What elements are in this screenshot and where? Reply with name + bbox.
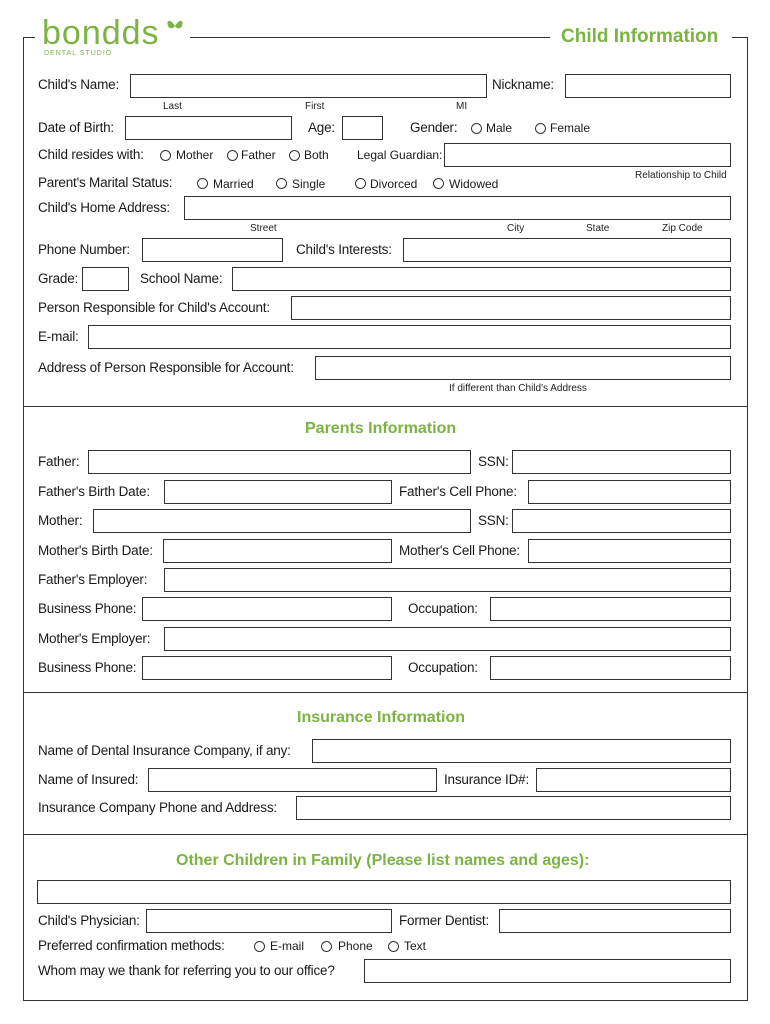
brand-tagline: DENTAL STUDIO xyxy=(44,50,113,57)
marital-divorced-label: Divorced xyxy=(370,177,418,191)
father-business-phone-field[interactable] xyxy=(142,597,392,621)
school-field[interactable] xyxy=(232,267,731,291)
resp-address-label: Address of Person Responsible for Account: xyxy=(38,360,294,375)
resides-mother-radio[interactable] xyxy=(160,150,171,161)
mother-occupation-field[interactable] xyxy=(490,656,731,680)
mother-cell-field[interactable] xyxy=(528,539,731,563)
mother-label: Mother: xyxy=(38,513,83,528)
home-address-label: Child's Home Address: xyxy=(38,200,170,215)
frame-top-mid xyxy=(190,37,550,38)
father-occupation-label: Occupation: xyxy=(408,601,478,616)
grade-field[interactable] xyxy=(82,267,129,291)
dob-field[interactable] xyxy=(125,116,292,140)
resides-father-radio[interactable] xyxy=(227,150,238,161)
email-field[interactable] xyxy=(88,325,731,349)
address-sub-street: Street xyxy=(250,223,277,234)
resides-both-label: Both xyxy=(304,148,329,162)
gender-label: Gender: xyxy=(410,120,458,135)
father-employer-label: Father's Employer: xyxy=(38,572,148,587)
child-name-label: Child's Name: xyxy=(38,77,120,92)
referral-label: Whom may we thank for referring you to our office? xyxy=(38,963,335,978)
confirm-text-label: Text xyxy=(404,939,427,953)
father-ssn-field[interactable] xyxy=(512,450,731,474)
address-sub-city: City xyxy=(507,223,525,234)
mother-birth-field[interactable] xyxy=(163,539,392,563)
mother-cell-label: Mother's Cell Phone: xyxy=(399,543,520,558)
age-label: Age: xyxy=(308,120,335,135)
father-label: Father: xyxy=(38,454,80,469)
marital-widowed-radio[interactable] xyxy=(433,178,444,189)
school-label: School Name: xyxy=(140,271,223,286)
name-sub-last: Last xyxy=(163,101,182,112)
father-employer-field[interactable] xyxy=(164,568,731,592)
insured-field[interactable] xyxy=(148,768,437,792)
address-sub-zip: Zip Code xyxy=(662,223,703,234)
divider-insurance xyxy=(23,692,748,693)
responsible-label: Person Responsible for Child's Account: xyxy=(38,300,270,315)
father-cell-field[interactable] xyxy=(528,480,731,504)
name-sub-mi: MI xyxy=(456,101,468,112)
frame-top-left xyxy=(23,37,35,38)
mother-ssn-label: SSN: xyxy=(478,513,509,528)
gender-male-radio[interactable] xyxy=(471,123,482,134)
father-birth-field[interactable] xyxy=(164,480,392,504)
insurance-company-label: Name of Dental Insurance Company, if any: xyxy=(38,743,291,758)
physician-label: Child's Physician: xyxy=(38,913,140,928)
gender-female-radio[interactable] xyxy=(535,123,546,134)
mother-birth-label: Mother's Birth Date: xyxy=(38,543,153,558)
resides-both-radio[interactable] xyxy=(289,150,300,161)
former-dentist-field[interactable] xyxy=(499,909,731,933)
confirm-phone-radio[interactable] xyxy=(321,941,332,952)
child-info-heading: Child Information xyxy=(561,26,719,47)
guardian-sub: Relationship to Child xyxy=(635,170,727,181)
mother-field[interactable] xyxy=(93,509,471,533)
grade-label: Grade: xyxy=(38,271,79,286)
home-address-field[interactable] xyxy=(184,196,731,220)
frame-left xyxy=(23,37,24,1000)
confirm-email-radio[interactable] xyxy=(254,941,265,952)
marital-single-label: Single xyxy=(292,177,326,191)
physician-field[interactable] xyxy=(146,909,392,933)
confirm-phone-label: Phone xyxy=(338,939,373,953)
interests-label: Child's Interests: xyxy=(296,242,392,257)
brand-logo xyxy=(42,14,160,53)
confirm-label: Preferred confirmation methods: xyxy=(38,938,225,953)
phone-field[interactable] xyxy=(142,238,283,262)
father-occupation-field[interactable] xyxy=(490,597,731,621)
father-ssn-label: SSN: xyxy=(478,454,509,469)
frame-right xyxy=(747,37,748,1000)
divider-other xyxy=(23,834,748,835)
dob-label: Date of Birth: xyxy=(38,120,114,135)
interests-field[interactable] xyxy=(403,238,731,262)
mother-business-phone-field[interactable] xyxy=(142,656,392,680)
insurance-heading: Insurance Information xyxy=(297,709,466,726)
child-name-field[interactable] xyxy=(130,74,487,98)
marital-label: Parent's Marital Status: xyxy=(38,175,173,190)
insured-label: Name of Insured: xyxy=(38,772,139,787)
nickname-field[interactable] xyxy=(565,74,731,98)
age-field[interactable] xyxy=(342,116,383,140)
resides-label: Child resides with: xyxy=(38,147,144,162)
mother-employer-label: Mother's Employer: xyxy=(38,631,151,646)
marital-widowed-label: Widowed xyxy=(449,177,499,191)
father-birth-label: Father's Birth Date: xyxy=(38,484,150,499)
marital-married-label: Married xyxy=(213,177,254,191)
father-cell-label: Father's Cell Phone: xyxy=(399,484,517,499)
mother-occupation-label: Occupation: xyxy=(408,660,478,675)
responsible-field[interactable] xyxy=(291,296,731,320)
mother-ssn-field[interactable] xyxy=(512,509,731,533)
marital-single-radio[interactable] xyxy=(276,178,287,189)
marital-divorced-radio[interactable] xyxy=(355,178,366,189)
insurance-phone-address-field[interactable] xyxy=(296,796,731,820)
other-children-field[interactable] xyxy=(37,880,731,904)
insurance-phone-address-label: Insurance Company Phone and Address: xyxy=(38,800,277,815)
mother-employer-field[interactable] xyxy=(164,627,731,651)
referral-field[interactable] xyxy=(364,959,731,983)
guardian-field[interactable] xyxy=(444,143,731,167)
name-sub-first: First xyxy=(305,101,325,112)
frame-top-right xyxy=(732,37,747,38)
insurance-company-field[interactable] xyxy=(312,739,731,763)
nickname-label: Nickname: xyxy=(492,77,554,92)
email-label: E-mail: xyxy=(38,329,79,344)
resides-mother-label: Mother xyxy=(176,148,214,162)
divider-parents xyxy=(23,406,748,407)
parents-heading: Parents Information xyxy=(305,420,457,437)
address-sub-state: State xyxy=(586,223,610,234)
resp-address-sub: If different than Child's Address xyxy=(449,383,587,394)
gender-female-label: Female xyxy=(550,121,591,135)
other-children-heading: Other Children in Family (Please list names and ages): xyxy=(176,852,590,869)
gender-male-label: Male xyxy=(486,121,513,135)
confirm-text-radio[interactable] xyxy=(388,941,399,952)
brand-name: bondds xyxy=(42,14,160,52)
confirm-email-label: E-mail xyxy=(270,939,305,953)
guardian-label: Legal Guardian: xyxy=(357,148,443,162)
insurance-id-field[interactable] xyxy=(536,768,731,792)
frame-bottom xyxy=(23,1000,748,1001)
butterfly-icon xyxy=(166,18,184,34)
insurance-id-label: Insurance ID#: xyxy=(444,772,529,787)
resp-address-field[interactable] xyxy=(315,356,731,380)
marital-married-radio[interactable] xyxy=(197,178,208,189)
former-dentist-label: Former Dentist: xyxy=(399,913,490,928)
father-business-phone-label: Business Phone: xyxy=(38,601,137,616)
resides-father-label: Father xyxy=(241,148,276,162)
phone-label: Phone Number: xyxy=(38,242,130,257)
father-field[interactable] xyxy=(88,450,471,474)
mother-business-phone-label: Business Phone: xyxy=(38,660,137,675)
